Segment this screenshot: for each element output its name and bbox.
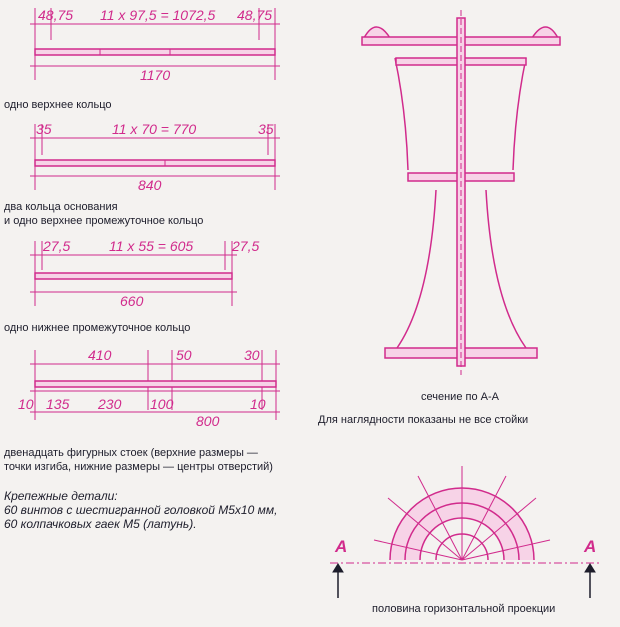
section-mark-left: А bbox=[335, 537, 348, 556]
top-ring-dim-right: 48,75 bbox=[237, 7, 273, 23]
posts-caption-line1: двенадцать фигурных стоек (верхние размеры — bbox=[4, 447, 258, 459]
base-rings-caption-line1: два кольца основания bbox=[4, 201, 118, 213]
base-rings-dim-right: 35 bbox=[258, 121, 274, 137]
section-mark-right: А bbox=[584, 537, 597, 556]
base-rings-dim-left: 35 bbox=[36, 121, 52, 137]
fasteners-line2: 60 колпачковых гаек М5 (латунь). bbox=[4, 517, 197, 531]
section-aa-drawing bbox=[362, 10, 560, 375]
lower-ring-dim-right: 27,5 bbox=[232, 238, 260, 254]
section-caption: сечение по А-А bbox=[421, 391, 499, 403]
posts-dim-230: 230 bbox=[98, 396, 122, 412]
fasteners-line1: 60 винтов с шестигранной головкой М5х10 мм, bbox=[4, 503, 278, 517]
section-note: Для наглядности показаны не все стойки bbox=[318, 414, 529, 426]
lower-ring-caption: одно нижнее промежуточное кольцо bbox=[4, 322, 191, 334]
top-ring-caption: одно верхнее кольцо bbox=[4, 99, 112, 111]
top-ring-dim-middle: 11 x 97,5 = 1072,5 bbox=[100, 7, 216, 23]
base-rings-caption-line2: и одно верхнее промежуточное кольцо bbox=[4, 215, 204, 227]
top-ring-dim-total: 1170 bbox=[140, 67, 171, 83]
base-rings-dim-middle: 11 x 70 = 770 bbox=[112, 121, 197, 137]
posts-caption-line2: точки изгиба, нижние размеры — центры отверстий) bbox=[4, 461, 273, 473]
lower-ring-dim-middle: 11 x 55 = 605 bbox=[109, 238, 194, 254]
posts-dim-410: 410 bbox=[88, 347, 112, 363]
posts-dim-50: 50 bbox=[176, 347, 192, 363]
posts-dim-100: 100 bbox=[150, 396, 174, 412]
top-ring-dim-left: 48,75 bbox=[38, 7, 74, 23]
posts-dim-30: 30 bbox=[244, 347, 260, 363]
plan-caption: половина горизонтальной проекции bbox=[372, 603, 556, 615]
lower-ring-dim-total: 660 bbox=[120, 293, 144, 309]
posts-dim-135: 135 bbox=[46, 396, 70, 412]
posts-dim-10-left: 10 bbox=[18, 396, 34, 412]
lower-ring-dim-left: 27,5 bbox=[43, 238, 71, 254]
half-plan-drawing bbox=[330, 466, 600, 598]
fasteners-title: Крепежные детали: bbox=[4, 489, 118, 503]
base-rings-dim-total: 840 bbox=[138, 177, 162, 193]
posts-dim-10-right: 10 bbox=[250, 396, 266, 412]
posts-dim-total: 800 bbox=[196, 413, 220, 429]
